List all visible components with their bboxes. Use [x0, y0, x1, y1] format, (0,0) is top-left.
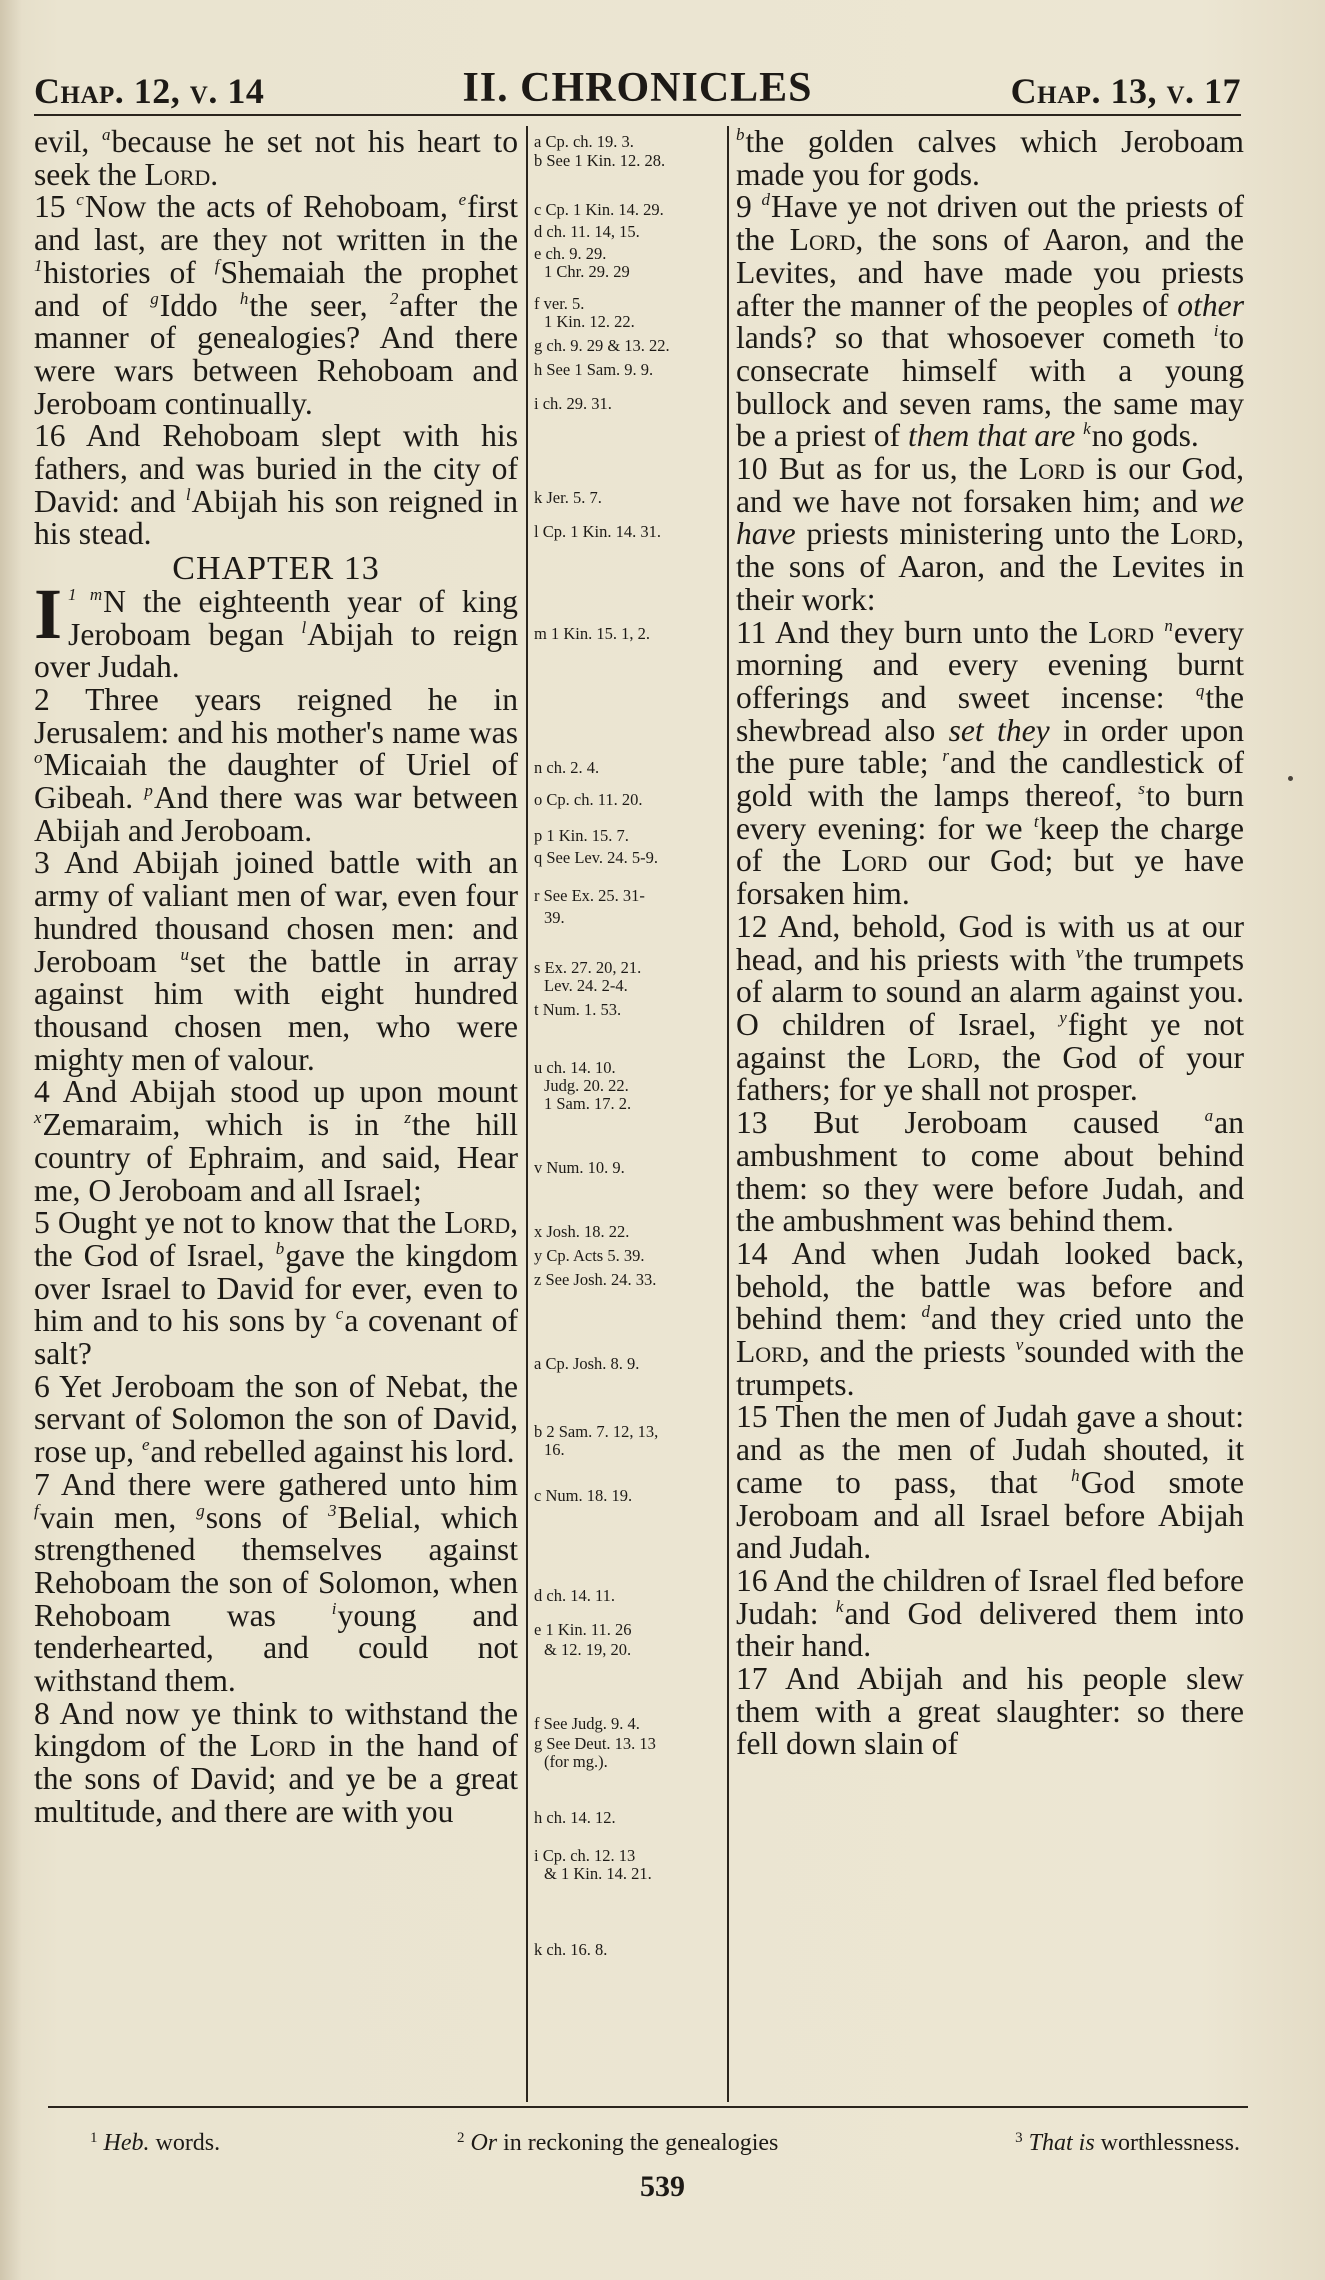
ref-i2: i Cp. ch. 12. 13 [534, 1846, 636, 1865]
ref-b: b See 1 Kin. 12. 28. [534, 151, 666, 170]
ref-f2: f See Judg. 9. 4. [534, 1714, 640, 1733]
ref-t: t Num. 1. 53. [534, 1000, 622, 1019]
verse-13-13: 13 But Jeroboam caused $^a$an ambushment to come about behind them: so they were before Judah, and the ambushment was behind them. [736, 1105, 1244, 1239]
column-rule-right [727, 126, 729, 2102]
ref-k: k Jer. 5. 7. [534, 488, 602, 507]
ref-r-cont: 39. [544, 908, 565, 927]
verse-13-4: 4 And Abijah stood up upon mount $^x$Zemaraim, which is in $^z$the hill country of Ephraim, and said, Hear me, O Jeroboam and all Israel; [34, 1074, 518, 1208]
ref-y: y Cp. Acts 5. 39. [534, 1246, 645, 1265]
page-number: 539 [640, 2170, 685, 2203]
ref-b2: b 2 Sam. 7. 12, 13, [534, 1422, 659, 1441]
ref-u-cont1: Judg. 20. 22. [544, 1076, 629, 1095]
verse-13-9: 9 $^d$Have ye not driven out the priests of the Lord, the sons of Aaron, and the Levites, and have made you priests after the manner of the peoples of other lands? so that whosoever cometh $^i$to consecrate himself with a young bullock and seven rams, the same may be a priest of them that are $^k$no gods. [736, 189, 1245, 454]
ref-c2: c Num. 18. 19. [534, 1486, 633, 1505]
ref-v: v Num. 10. 9. [534, 1158, 625, 1177]
footnote-3: $^3$ That is worthlessness. [1015, 2130, 1240, 2156]
verse-13-11: 11 And they burn unto the Lord $^n$every morning and every evening burnt offerings and sweet incense: $^q$the shewbread also set they in order upon the pure table; $^r$and the candlestick of gold with the lamps thereof, $^s$to burn every evening: for we $^t$keep the charge of the Lord our God; but ye have forsaken him. [736, 614, 1245, 912]
header-right: Chap. 13, v. 17 [1010, 71, 1241, 111]
verse-13-5: 5 Ought ye not to know that the Lord, the God of Israel, $^b$gave the kingdom over Israel to David for ever, even to him and to his sons by $^c$a covenant of salt? [34, 1205, 519, 1372]
ref-x: x Josh. 18. 22. [534, 1222, 630, 1241]
ref-f: f ver. 5. [534, 294, 585, 313]
verse-12-15: 15 $^c$Now the acts of Rehoboam, $^e$first and last, are they not written in the $^1$histories of $^f$Shemaiah the prophet and of $^g$Iddo $^h$the seer, $^2$after the manner of genealogies? And there were wars between Rehoboam and Jeroboam continually. [34, 189, 519, 421]
ref-i: i ch. 29. 31. [534, 394, 612, 413]
verse-13-10: 10 But as for us, the Lord is our God, and we have not forsaken him; and we have priests ministering unto the Lord, the sons of Aaron, and the Levites in their work: [736, 451, 1244, 617]
verse-13-8-cont: $^b$the golden calves which Jeroboam made you for gods. [736, 124, 1244, 192]
ref-h2: h ch. 14. 12. [534, 1808, 616, 1827]
verse-13-16: 16 And the children of Israel fled before Judah: $^k$and God delivered them into their hand. [736, 1562, 1244, 1664]
verse-13-12: 12 And, behold, God is with us at our head, and his priests with $^v$the trumpets of alarm to sound an alarm against you. O children of Israel, $^y$fight ye not against the Lord, the God of your fathers; for ye shall not prosper. [736, 908, 1245, 1108]
cross-reference-column [534, 0, 722, 2280]
footnote-2: $^2$ Or in reckoning the genealogies [456, 2130, 779, 2156]
chapter-heading: CHAPTER 13 [172, 550, 380, 588]
right-text-column [736, 126, 1244, 1761]
ref-e2-cont: & 12. 19, 20. [544, 1640, 632, 1659]
ref-s: s Ex. 27. 20, 21. [534, 958, 642, 977]
ref-f-cont: 1 Kin. 12. 22. [544, 312, 635, 331]
ref-u: u ch. 14. 10. [534, 1058, 616, 1077]
ref-q: q See Lev. 24. 5-9. [534, 848, 659, 867]
ref-g2: g See Deut. 13. 13 [534, 1734, 656, 1753]
ref-r: r See Ex. 25. 31- [534, 886, 645, 905]
ref-e-cont: 1 Chr. 29. 29 [544, 262, 630, 281]
ref-z: z See Josh. 24. 33. [534, 1270, 657, 1289]
ref-a: a Cp. ch. 19. 3. [534, 132, 634, 151]
ref-e: e ch. 9. 29. [534, 244, 607, 263]
ref-o: o Cp. ch. 11. 20. [534, 790, 643, 809]
footnote-rule [48, 2106, 1248, 2108]
header-book-title: II. CHRONICLES [462, 65, 813, 111]
verse-12-16: 16 And Rehoboam slept with his fathers, and was buried in the city of David: and $^l$Abijah his son reigned in his stead. [34, 418, 518, 552]
verse-13-6: 6 Yet Jeroboam the son of Nebat, the servant of Solomon the son of David, rose up, $^e$and rebelled against his lord. [34, 1368, 518, 1470]
verse-13-3: 3 And Abijah joined battle with an army of valiant men of war, even four hundred thousand chosen men: and Jeroboam $^u$set the battle in array against him with eight hundred thousand chosen men, who were mighty men of valour. [34, 845, 518, 1077]
left-text-column [34, 126, 518, 1829]
ref-c: c Cp. 1 Kin. 14. 29. [534, 200, 664, 219]
ref-s-cont: Lev. 24. 2-4. [544, 976, 628, 995]
verse-13-14: 14 And when Judah looked back, behold, the battle was before and behind them: $^d$and they cried unto the Lord, and the priests $^v$sounded with the trumpets. [736, 1235, 1244, 1402]
ref-i2-cont: & 1 Kin. 14. 21. [544, 1864, 652, 1883]
verse-13-17: 17 And Abijah and his people slew them with a great slaughter: so there fell down slain of [736, 1661, 1244, 1762]
verse-13-8: 8 And now ye think to withstand the kingdom of the Lord in the hand of the sons of David; and ye be a great multitude, and there are with you [34, 1695, 519, 1829]
header-left: Chap. 12, v. 14 [34, 71, 265, 111]
verse-12-14-end: evil, $^a$because he set not his heart to seek the Lord. [34, 124, 518, 192]
verse-13-2: 2 Three years reigned he in Jerusalem: and his mother's name was $^o$Micaiah the daughter of Uriel of Gibeah. $^p$And there was war between Abijah and Jeroboam. [34, 681, 518, 848]
ref-k2: k ch. 16. 8. [534, 1940, 608, 1959]
ref-a2: a Cp. Josh. 8. 9. [534, 1354, 640, 1373]
footnotes [90, 2130, 1240, 2157]
verse-13-15: 15 Then the men of Judah gave a shout: and as the men of Judah shouted, it came to pass, that $^h$God smote Jeroboam and all Israel before Abijah and Judah. [736, 1399, 1244, 1566]
ref-e2: e 1 Kin. 11. 26 [534, 1620, 632, 1639]
ref-g: g ch. 9. 29 & 13. 22. [534, 336, 670, 355]
ref-u-cont2: 1 Sam. 17. 2. [544, 1094, 632, 1113]
verse-13-7: 7 And there were gathered unto him $^f$vain men, $^g$sons of $^3$Belial, which strengthened themselves against Rehoboam the son of Solomon, when Rehoboam was $^i$young and tenderhearted, and could not withstand them. [34, 1466, 518, 1699]
ref-m: m 1 Kin. 15. 1, 2. [534, 624, 650, 643]
ref-h: h See 1 Sam. 9. 9. [534, 360, 654, 379]
ink-speck [1288, 776, 1293, 781]
verse-13-1: $^{1 m}$ I N the eighteenth year of king Jeroboam began $^l$Abijah to reign over Judah. [34, 573, 519, 685]
footnote-1: $^1$ Heb. words. [90, 2130, 221, 2156]
ref-b2-cont: 16. [544, 1440, 565, 1459]
ref-l: l Cp. 1 Kin. 14. 31. [534, 522, 661, 541]
ref-g2-cont: (for mg.). [544, 1752, 608, 1771]
ref-d2: d ch. 14. 11. [534, 1586, 615, 1605]
ref-n: n ch. 2. 4. [534, 758, 600, 777]
ref-d: d ch. 11. 14, 15. [534, 222, 640, 241]
ref-p: p 1 Kin. 15. 7. [534, 826, 629, 845]
column-rule-left [526, 126, 528, 2102]
